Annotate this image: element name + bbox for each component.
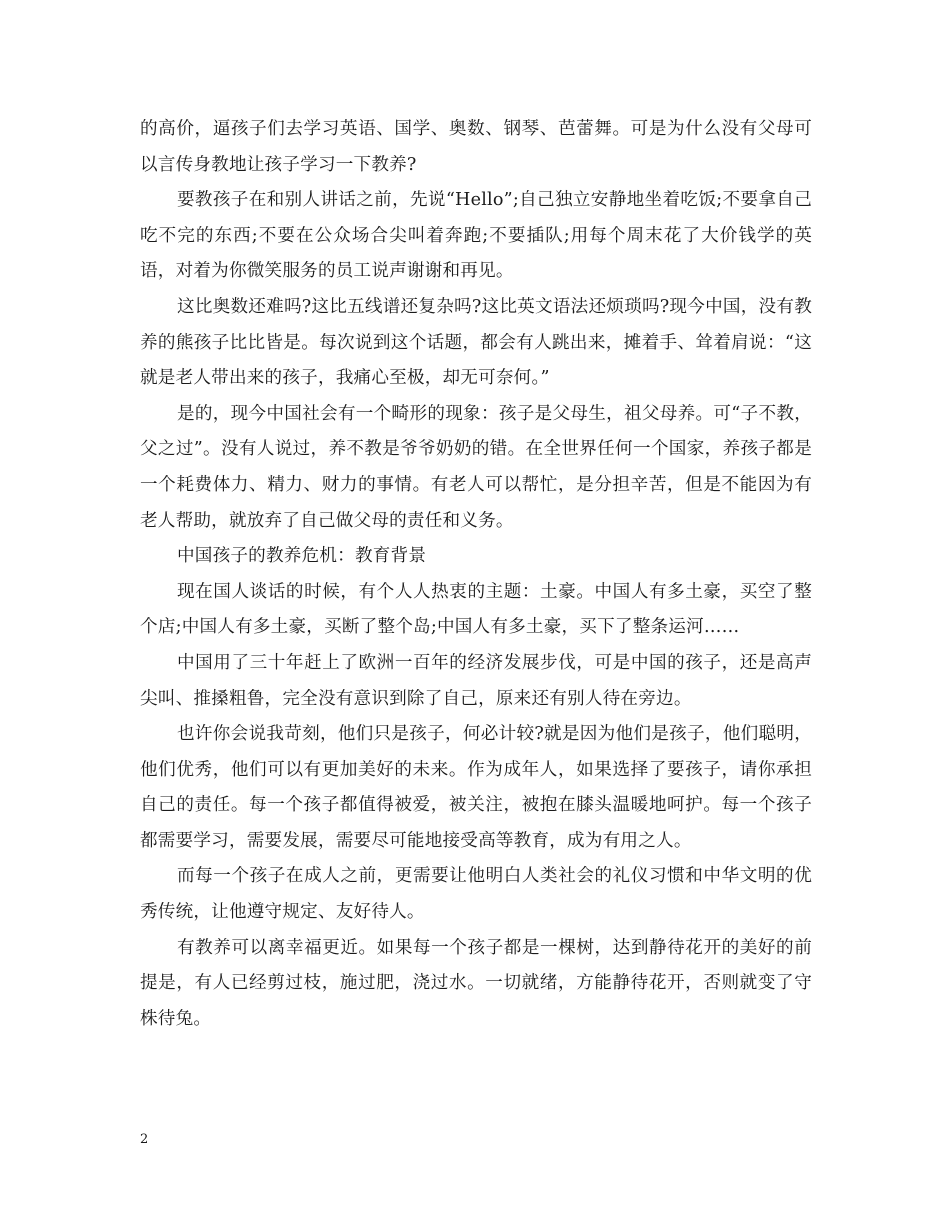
paragraph-2: 要教孩子在和别人讲话之前，先说“Hello”;自己独立安静地坐着吃饭;不要拿自己吃不完的东西;不要在公众场合尖叫着奔跑;不要插队;用每个周末花了大价钱学的英语，对着为你微笑服务的员工说声谢谢和再见。 (140, 190, 812, 282)
paragraph-3: 这比奥数还难吗?这比五线谱还复杂吗?这比英文语法还烦琐吗?现今中国，没有教养的熊孩子比比皆是。每次说到这个话题，都会有人跳出来，摊着手、耸着肩说：“这就是老人带出来的孩子，我痛心至极，却无可奈何。” (140, 296, 812, 389)
paragraph-6: 现在国人谈话的时候，有个人人热衷的主题：土豪。中国人有多土豪，买空了整个店;中国人有多土豪，买断了整个岛;中国人有多土豪，买下了整条运河…… (140, 581, 812, 638)
paragraph-8: 也许你会说我苛刻，他们只是孩子，何必计较?就是因为他们是孩子，他们聪明，他们优秀，他们可以有更加美好的未来。作为成年人，如果选择了要孩子，请你承担自己的责任。每一个孩子都值得被爱，被关注，被抱在膝头温暖地呵护。每一个孩子都需要学习，需要发展，需要尽可能地接受高等教育，成为有用之人。 (140, 724, 812, 851)
paragraph-9: 而每一个孩子在成人之前，更需要让他明白人类社会的礼仪习惯和中华文明的优秀传统，让他遵守规定、友好待人。 (140, 866, 812, 923)
paragraph-7: 中国用了三十年赶上了欧洲一百年的经济发展步伐，可是中国的孩子，还是高声尖叫、推搡粗鲁，完全没有意识到除了自己，原来还有别人待在旁边。 (140, 652, 812, 709)
section-heading: 中国孩子的教养危机：教育背景 (177, 546, 427, 567)
paragraph-1: 的高价，逼孩子们去学习英语、国学、奥数、钢琴、芭蕾舞。可是为什么没有父母可以言传身教地让孩子学习一下教养? (140, 119, 812, 175)
paragraph-10: 有教养可以离幸福更近。如果每一个孩子都是一棵树，达到静待花开的美好的前提是，有人已经剪过枝，施过肥，浇过水。一切就绪，方能静待花开，否则就变了守株待兔。 (140, 937, 812, 1029)
document-body (140, 112, 812, 1037)
paragraph-4: 是的，现今中国社会有一个畸形的现象：孩子是父母生，祖父母养。可“子不教，父之过”。没有人说过，养不教是爷爷奶奶的错。在全世界任何一个国家，养孩子都是一个耗费体力、精力、财力的事情。有老人可以帮忙，是分担辛苦，但是不能因为有老人帮助，就放弃了自己做父母的责任和义务。 (140, 403, 812, 531)
page-number: 2 (140, 1132, 149, 1147)
